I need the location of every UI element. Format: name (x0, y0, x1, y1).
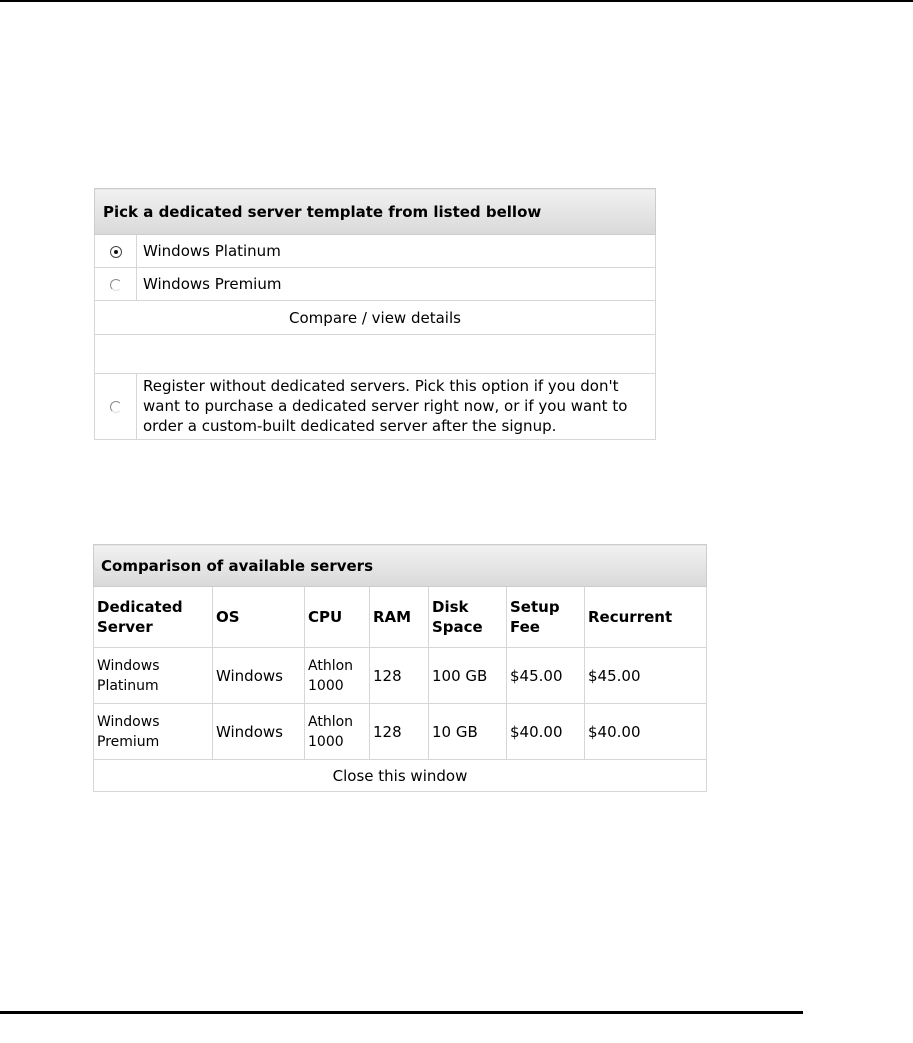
radio-windows-platinum[interactable] (110, 246, 122, 258)
table-row (94, 704, 707, 760)
comparison-header-row (94, 587, 707, 648)
cell-server-name: Windows Platinum (94, 648, 213, 704)
cell-recurrent: $40.00 (585, 704, 707, 760)
radio-windows-premium[interactable] (110, 279, 122, 291)
column-header-cpu: CPU (305, 587, 370, 648)
cell-ram: 128 (370, 704, 429, 760)
cell-cpu: Athlon 1000 (305, 704, 370, 760)
register-without-servers-label: Register without dedicated servers. Pick this option if you don't want to purchase a dedicated server right now, or if you want to order a custom-built dedicated server after the signup. (137, 374, 656, 440)
column-header-disk-space: Disk Space (429, 587, 507, 648)
radio-register-without-servers[interactable] (110, 401, 122, 413)
template-option-windows-platinum[interactable] (95, 235, 656, 268)
compare-view-details-link[interactable]: Compare / view details (95, 301, 656, 335)
column-header-os: OS (213, 587, 305, 648)
column-header-recurrent: Recurrent (585, 587, 707, 648)
table-row (94, 648, 707, 704)
close-window-link[interactable]: Close this window (94, 760, 707, 792)
comparison-title: Comparison of available servers (94, 545, 707, 587)
spacer-row (95, 335, 656, 374)
cell-setup-fee: $45.00 (507, 648, 585, 704)
server-template-picker (94, 188, 656, 440)
top-rule (0, 0, 913, 2)
cell-recurrent: $45.00 (585, 648, 707, 704)
register-without-servers-option[interactable] (95, 374, 656, 440)
cell-setup-fee: $40.00 (507, 704, 585, 760)
cell-disk-space: 100 GB (429, 648, 507, 704)
column-header-dedicated-server: Dedicated Server (94, 587, 213, 648)
option-label-windows-premium: Windows Premium (137, 268, 656, 301)
template-option-windows-premium[interactable] (95, 268, 656, 301)
cell-disk-space: 10 GB (429, 704, 507, 760)
cell-cpu: Athlon 1000 (305, 648, 370, 704)
bottom-rule (0, 1011, 803, 1014)
cell-os: Windows (213, 648, 305, 704)
server-comparison-table (93, 544, 707, 792)
picker-title: Pick a dedicated server template from listed bellow (95, 189, 656, 235)
cell-ram: 128 (370, 648, 429, 704)
cell-server-name: Windows Premium (94, 704, 213, 760)
option-label-windows-platinum: Windows Platinum (137, 235, 656, 268)
column-header-setup-fee: Setup Fee (507, 587, 585, 648)
cell-os: Windows (213, 704, 305, 760)
column-header-ram: RAM (370, 587, 429, 648)
